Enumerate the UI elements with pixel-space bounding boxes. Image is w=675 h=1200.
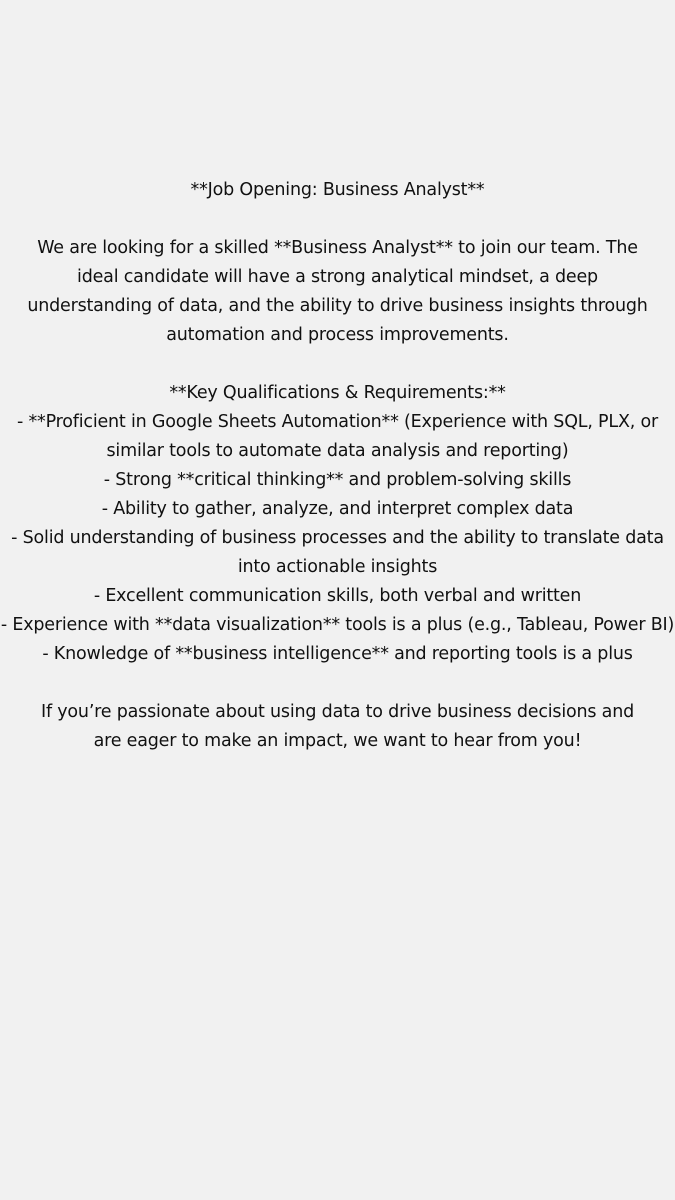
requirement-item: - **Proficient in Google Sheets Automation** (Experience with SQL, PLX, or similar tools to automate data analysis and reporting) (17, 412, 658, 461)
closing-paragraph: If you’re passionate about using data to drive business decisions and are eager to make an impact, we want to hear from you! (40, 702, 634, 751)
requirement-item: - Ability to gather, analyze, and interpret complex data (101, 499, 574, 519)
requirements-list (0, 408, 675, 669)
requirement-item: - Experience with **data visualization** tools is a plus (e.g., Tableau, Power BI) (0, 615, 675, 635)
job-title: **Job Opening: Business Analyst** (190, 180, 485, 200)
requirement-item: - Knowledge of **business intelligence** and reporting tools is a plus (42, 644, 633, 664)
requirement-item: - Strong **critical thinking** and problem-solving skills (103, 470, 572, 490)
requirement-item: - Excellent communication skills, both verbal and written (93, 586, 582, 606)
requirements-heading: **Key Qualifications & Requirements:** (169, 383, 506, 403)
intro-paragraph: We are looking for a skilled **Business Analyst** to join our team. The ideal candidate will have a strong analytical mindset, a deep understanding of data, and the ability to drive business insights through automation and process improvements. (27, 238, 648, 345)
requirement-item: - Solid understanding of business processes and the ability to translate data into actionable insights (11, 528, 664, 577)
